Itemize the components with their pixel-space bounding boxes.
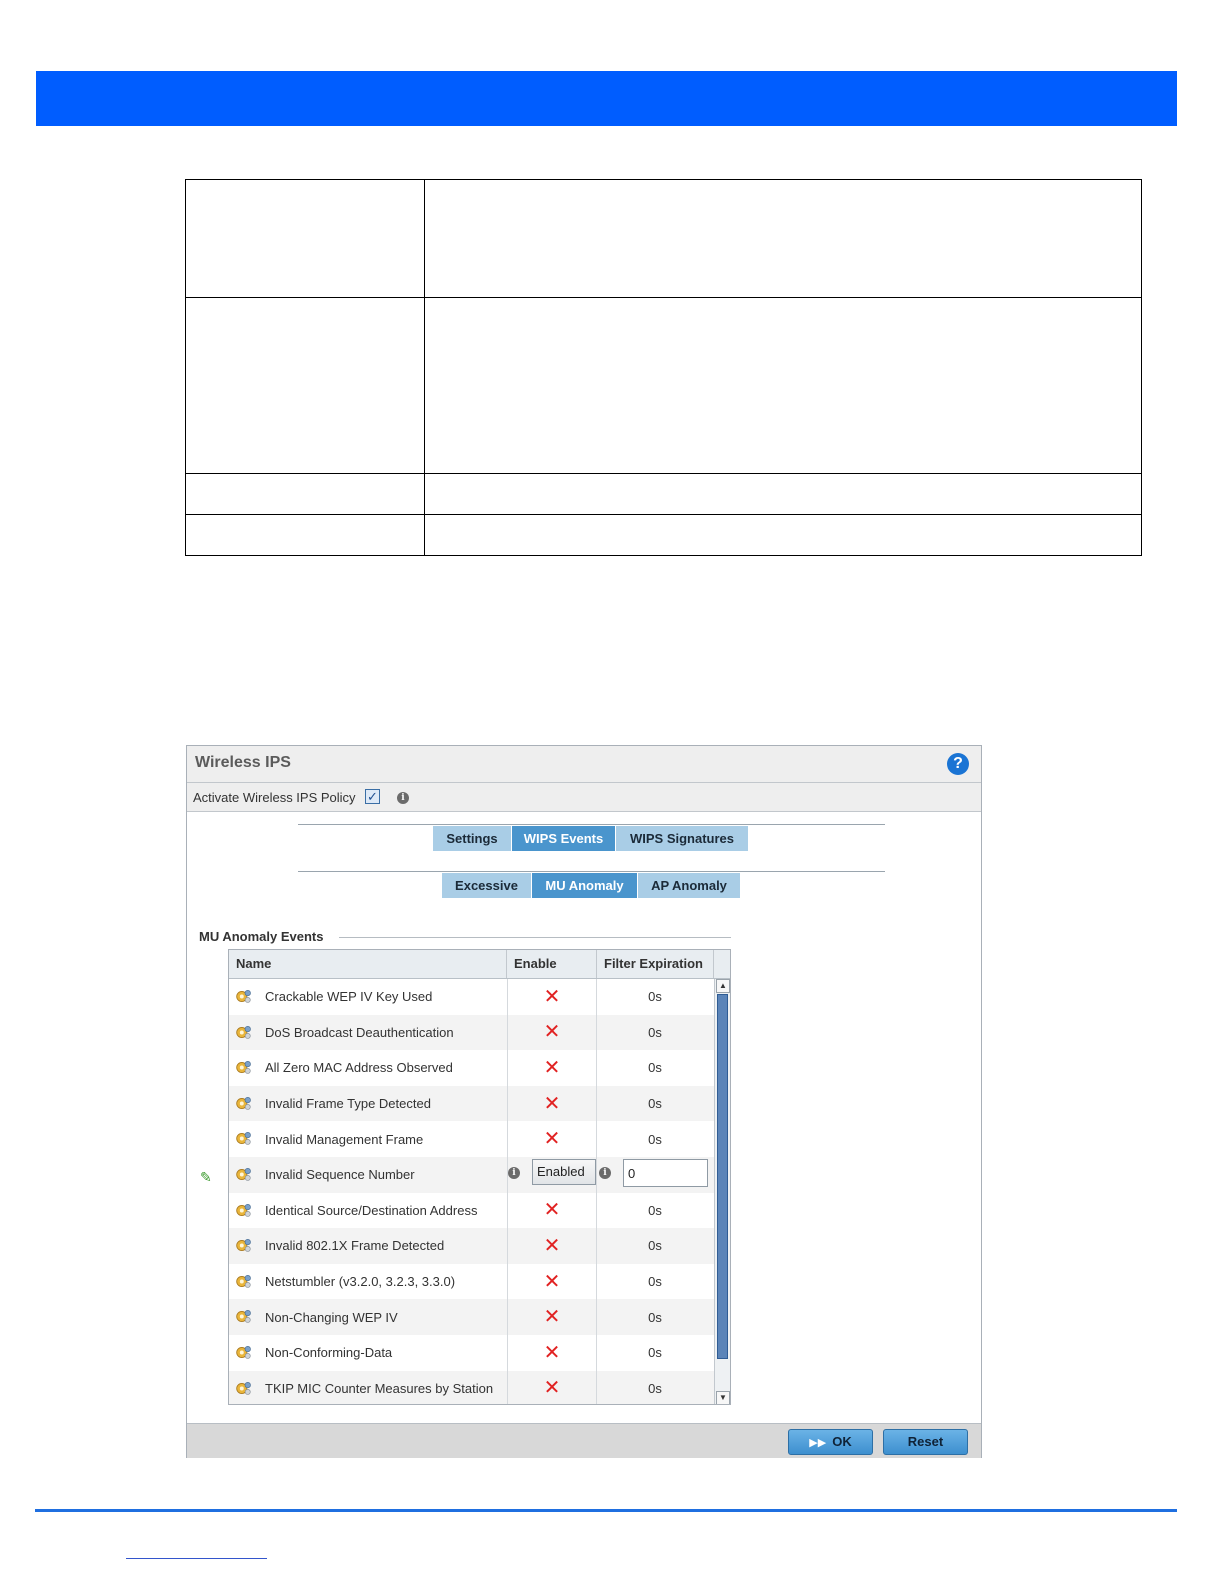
enable-cell[interactable] <box>507 1228 597 1264</box>
subtab-divider <box>298 871 885 872</box>
disabled-x-icon: ✕ <box>543 1341 561 1364</box>
event-name: Invalid Management Frame <box>265 1131 424 1147</box>
enable-cell[interactable] <box>507 1335 597 1371</box>
table-row[interactable] <box>229 1264 714 1300</box>
event-name: Non-Conforming-Data <box>265 1345 393 1361</box>
vertical-scrollbar[interactable] <box>714 979 730 1405</box>
disabled-x-icon: ✕ <box>543 1377 561 1400</box>
activate-policy-label: Activate Wireless IPS Policy <box>193 790 356 805</box>
enable-cell[interactable] <box>507 1086 597 1122</box>
footer-rule <box>35 1509 1177 1512</box>
filter-expiration-cell: 0s <box>648 1060 662 1076</box>
event-gear-icon <box>235 1059 252 1076</box>
filter-expiration-cell: 0s <box>648 1131 662 1147</box>
table-row[interactable] <box>229 1335 714 1371</box>
panel-title: Wireless IPS <box>195 754 291 771</box>
table-row[interactable] <box>229 1086 714 1122</box>
table-row[interactable] <box>229 1228 714 1264</box>
event-gear-icon <box>235 1380 252 1397</box>
wireless-ips-panel <box>186 745 982 1458</box>
panel-header <box>187 746 981 783</box>
disabled-x-icon: ✕ <box>543 1021 561 1044</box>
event-gear-icon <box>235 1273 252 1290</box>
table-row[interactable] <box>229 1299 714 1335</box>
filter-expiration-input[interactable] <box>623 1159 708 1187</box>
activate-row <box>187 783 981 812</box>
enable-cell[interactable] <box>507 1299 597 1335</box>
enable-cell[interactable] <box>507 1193 597 1229</box>
table-cell <box>425 180 1142 298</box>
table-row[interactable] <box>229 979 714 1015</box>
enable-cell[interactable] <box>507 1121 597 1157</box>
event-gear-icon <box>235 1095 252 1112</box>
table-cell <box>186 515 425 556</box>
scroll-up-icon[interactable]: ▲ <box>716 979 730 993</box>
tab-excessive[interactable]: Excessive <box>442 873 532 898</box>
filter-expiration-cell: 0s <box>648 1380 662 1396</box>
panel-footer <box>187 1423 981 1458</box>
event-name: Identical Source/Destination Address <box>265 1202 478 1218</box>
disabled-x-icon: ✕ <box>543 1199 561 1222</box>
enable-cell[interactable] <box>507 1264 597 1300</box>
event-gear-icon <box>235 1024 252 1041</box>
scroll-down-icon[interactable]: ▼ <box>716 1391 730 1405</box>
grid-rows <box>229 979 714 1405</box>
info-icon[interactable]: i <box>599 1167 611 1179</box>
section-title: MU Anomaly Events <box>199 929 324 944</box>
tab-mu-anomaly[interactable]: MU Anomaly <box>532 873 638 898</box>
ok-button[interactable] <box>788 1429 873 1455</box>
event-name: Invalid Sequence Number <box>265 1167 415 1183</box>
table-row[interactable] <box>229 1050 714 1086</box>
table-row[interactable] <box>229 1193 714 1229</box>
table-cell <box>425 474 1142 515</box>
event-name: TKIP MIC Counter Measures by Station <box>265 1380 494 1396</box>
tab-settings[interactable]: Settings <box>433 826 512 851</box>
reset-button[interactable]: Reset <box>883 1429 968 1455</box>
event-name: DoS Broadcast Deauthentication <box>265 1024 454 1040</box>
tab-ap-anomaly[interactable]: AP Anomaly <box>638 873 741 898</box>
disabled-x-icon: ✕ <box>543 1234 561 1257</box>
filter-expiration-cell: 0s <box>648 1309 662 1325</box>
filter-expiration-cell: 0s <box>648 1274 662 1290</box>
footer-link-underline <box>126 1558 267 1559</box>
table-row[interactable] <box>229 1371 714 1405</box>
event-name: Non-Changing WEP IV <box>265 1309 398 1325</box>
disabled-x-icon: ✕ <box>543 1056 561 1079</box>
event-name: Invalid Frame Type Detected <box>265 1096 431 1112</box>
filter-expiration-cell: 0s <box>648 1096 662 1112</box>
event-name: All Zero MAC Address Observed <box>265 1060 453 1076</box>
event-name: Invalid 802.1X Frame Detected <box>265 1238 445 1254</box>
edit-pencil-icon: ✎ <box>200 1169 212 1185</box>
event-gear-icon <box>235 1166 252 1183</box>
grid-header <box>229 950 730 979</box>
event-gear-icon <box>235 1202 252 1219</box>
table-cell <box>425 515 1142 556</box>
filter-expiration-cell: 0s <box>648 1238 662 1254</box>
info-icon[interactable]: i <box>397 792 409 804</box>
description-table <box>185 179 1142 556</box>
tab-wips-signatures[interactable]: WIPS Signatures <box>616 826 749 851</box>
tab-wips-events[interactable]: WIPS Events <box>512 826 616 851</box>
event-gear-icon <box>235 1130 252 1147</box>
table-cell <box>186 298 425 474</box>
enable-cell[interactable] <box>507 1371 597 1405</box>
event-gear-icon <box>235 1344 252 1361</box>
event-name: Netstumbler (v3.2.0, 3.2.3, 3.3.0) <box>265 1274 456 1290</box>
info-icon[interactable]: i <box>508 1167 520 1179</box>
help-question-icon[interactable]: ? <box>947 753 969 775</box>
enable-cell[interactable] <box>507 1050 597 1086</box>
section-divider <box>339 937 731 938</box>
column-header-filter-expiration[interactable]: Filter Expiration <box>597 950 714 978</box>
disabled-x-icon: ✕ <box>543 1092 561 1115</box>
table-cell <box>186 474 425 515</box>
table-row[interactable] <box>229 1015 714 1051</box>
disabled-x-icon: ✕ <box>543 985 561 1008</box>
filter-expiration-cell: 0s <box>648 1202 662 1218</box>
enable-cell[interactable] <box>507 979 597 1015</box>
event-gear-icon <box>235 1308 252 1325</box>
column-header-name[interactable]: Name <box>229 950 507 978</box>
event-name: Crackable WEP IV Key Used <box>265 989 433 1005</box>
ok-button-label: OK <box>832 1434 852 1449</box>
enable-dropdown[interactable]: Enabled <box>532 1159 596 1185</box>
filter-expiration-cell: 0s <box>648 989 662 1005</box>
filter-expiration-cell: 0s <box>648 1345 662 1361</box>
event-gear-icon <box>235 1237 252 1254</box>
ok-arrow-icon: ▶▶ <box>809 1437 827 1449</box>
disabled-x-icon: ✕ <box>543 1306 561 1329</box>
activate-policy-checkbox[interactable]: ✓ <box>365 789 380 804</box>
disabled-x-icon: ✕ <box>543 1128 561 1151</box>
tab-divider <box>298 824 885 825</box>
table-row[interactable] <box>229 1121 714 1157</box>
filter-expiration-cell: 0s <box>648 1024 662 1040</box>
scroll-thumb[interactable] <box>717 994 728 1359</box>
enable-cell[interactable] <box>507 1015 597 1051</box>
table-cell <box>425 298 1142 474</box>
disabled-x-icon: ✕ <box>543 1270 561 1293</box>
column-header-enable[interactable]: Enable <box>507 950 597 978</box>
table-cell <box>186 180 425 298</box>
page-header-banner <box>36 71 1177 126</box>
event-gear-icon <box>235 988 252 1005</box>
